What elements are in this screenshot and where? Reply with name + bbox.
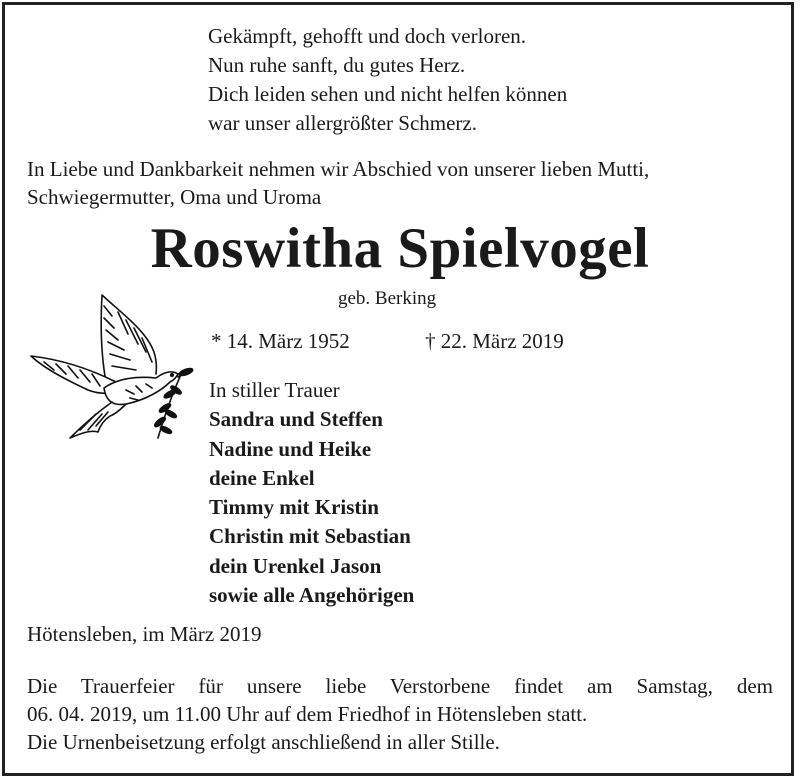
birth-date: * 14. März 1952 <box>211 329 350 353</box>
mourner-name: Nadine und Heike <box>209 436 372 461</box>
ceremony-info <box>27 672 773 756</box>
mourner-name: deine Enkel <box>209 465 315 490</box>
mourner-name: dein Urenkel Jason <box>209 553 382 578</box>
poem-line: Gekämpft, gehofft und doch verloren. <box>208 24 527 48</box>
poem-line: Nun ruhe sanft, du gutes Herz. <box>208 53 466 77</box>
mourner-name: Timmy mit Kristin <box>209 495 379 520</box>
mourner-name: Sandra und Steffen <box>209 407 383 432</box>
mourners-list <box>209 376 414 610</box>
mourner-name: Christin mit Sebastian <box>209 524 411 549</box>
ceremony-line: 06. 04. 2019, um 11.00 Uhr auf dem Friedhof in Hötensleben statt. <box>27 702 588 726</box>
deceased-name: Roswitha Spielvogel <box>150 217 650 280</box>
ceremony-line: Die Urnenbeisetzung erfolgt anschließend in aller Stille. <box>27 730 500 754</box>
dove-with-olive-branch-icon <box>26 290 201 442</box>
ceremony-line: Die Trauerfeier für unsere liebe Verstorbene findet am Samstag, dem <box>27 674 773 698</box>
mourning-heading: In stiller Trauer <box>209 378 340 402</box>
poem <box>208 22 567 138</box>
place-date: Hötensleben, im März 2019 <box>27 622 262 646</box>
maiden-name: geb. Berking <box>338 288 437 309</box>
death-date: † 22. März 2019 <box>425 329 564 353</box>
poem-line: war unser allergrößter Schmerz. <box>208 111 478 135</box>
intro-text: In Liebe und Dankbarkeit nehmen wir Abschied von unserer lieben Mutti, Schwiegermutter, Oma und Uroma <box>27 157 650 209</box>
poem-line: Dich leiden sehen und nicht helfen können <box>208 82 568 106</box>
mourner-name: sowie alle Angehörigen <box>209 583 415 608</box>
